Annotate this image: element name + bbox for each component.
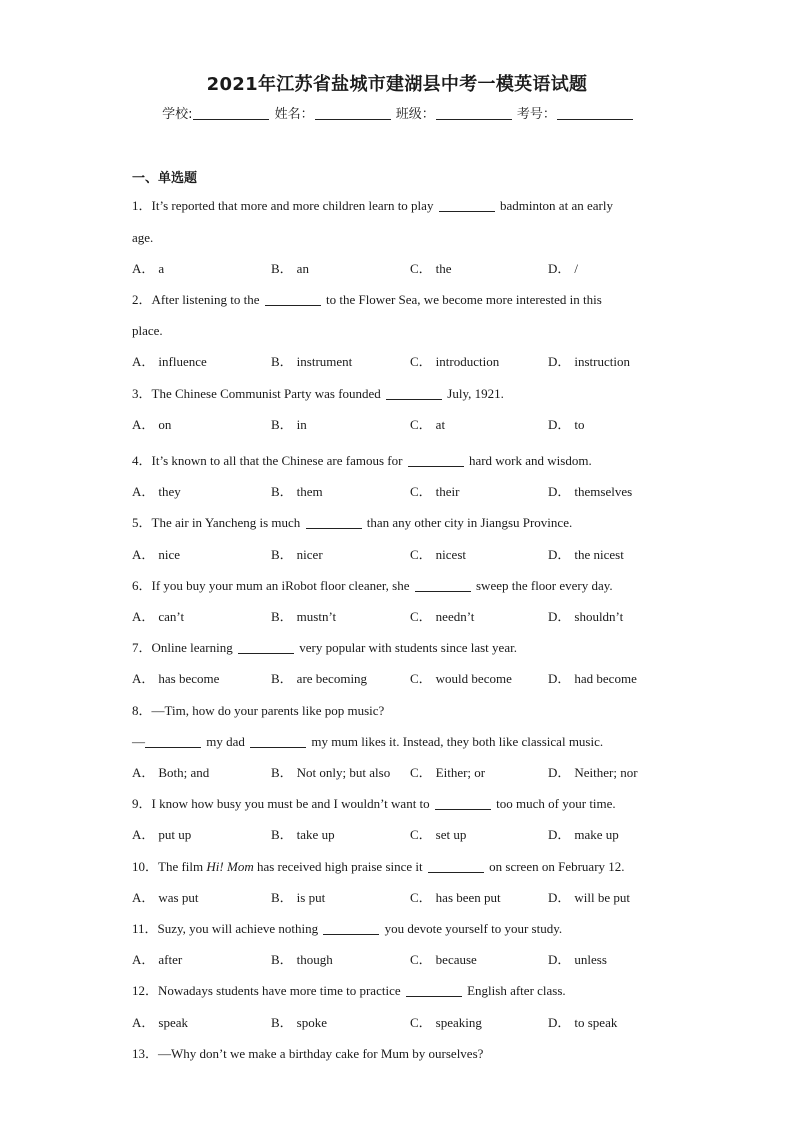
question-11 <box>132 921 672 937</box>
option-a[interactable] <box>132 547 180 563</box>
question-4 <box>132 453 672 469</box>
question-number: 13． <box>132 1046 159 1061</box>
answer-blank[interactable] <box>265 293 321 306</box>
class-blank[interactable] <box>436 107 512 120</box>
option-letter: C． <box>410 1015 432 1030</box>
option-letter: A． <box>132 671 155 686</box>
question-text: too much of your time. <box>496 796 616 811</box>
option-text: them <box>296 484 323 499</box>
question-text: you devote yourself to your study. <box>384 921 563 936</box>
option-text: they <box>158 484 181 499</box>
question-text: has received high praise since it <box>256 859 423 874</box>
option-text: the nicest <box>574 547 624 562</box>
option-text: are becoming <box>296 671 368 686</box>
option-letter: B． <box>271 484 293 499</box>
option-text: Neither; nor <box>574 765 638 780</box>
option-letter: D． <box>548 952 571 967</box>
option-letter: D． <box>548 417 571 432</box>
option-b[interactable] <box>271 609 336 625</box>
question-text: It’s known to all that the Chinese are famous for <box>151 453 403 468</box>
option-letter: C． <box>410 547 432 562</box>
section-heading: 一、单选题 <box>132 171 198 186</box>
option-d[interactable] <box>548 261 578 277</box>
option-letter: C． <box>410 417 432 432</box>
school-blank[interactable] <box>193 107 269 120</box>
option-text: to speak <box>574 1015 618 1030</box>
option-d[interactable] <box>548 354 630 370</box>
option-text: nicest <box>435 547 466 562</box>
option-letter: A． <box>132 1015 155 1030</box>
student-info-line <box>0 103 794 122</box>
option-text: an <box>296 261 309 276</box>
question-text: age. <box>132 230 154 245</box>
option-text: the <box>435 261 452 276</box>
question-number: 10． <box>132 859 159 874</box>
option-letter: C． <box>410 827 432 842</box>
option-letter: B． <box>271 354 293 369</box>
question-text: The Chinese Communist Party was founded <box>151 386 381 401</box>
option-text: Either; or <box>435 765 486 780</box>
question-9 <box>132 796 672 812</box>
option-c[interactable] <box>410 890 501 906</box>
question-1 <box>132 198 672 214</box>
option-text: has become <box>158 671 220 686</box>
question-text: After listening to the <box>151 292 260 307</box>
option-a[interactable] <box>132 417 171 433</box>
option-letter: A． <box>132 952 155 967</box>
option-text: Not only; but also <box>296 765 391 780</box>
option-a[interactable] <box>132 484 181 500</box>
option-text: would become <box>435 671 512 686</box>
option-c[interactable] <box>410 417 445 433</box>
question-text: sweep the floor every day. <box>476 578 613 593</box>
option-b[interactable] <box>271 952 333 968</box>
option-d[interactable] <box>548 484 632 500</box>
option-c[interactable] <box>410 484 460 500</box>
option-b[interactable] <box>271 1015 327 1031</box>
answer-blank[interactable] <box>238 641 294 654</box>
question-number: 9． <box>132 796 152 811</box>
option-d[interactable] <box>548 609 623 625</box>
option-c[interactable] <box>410 609 474 625</box>
question-text: — <box>132 734 145 749</box>
question-text: —Tim, how do your parents like pop music? <box>151 703 385 718</box>
option-c[interactable] <box>410 261 452 277</box>
option-letter: A． <box>132 765 155 780</box>
option-text: their <box>435 484 460 499</box>
question-number: 8． <box>132 703 152 718</box>
option-letter: D． <box>548 765 571 780</box>
question-text: If you buy your mum an iRobot floor cleaner, she <box>151 578 410 593</box>
option-letter: D． <box>548 547 571 562</box>
question-text: badminton at an early <box>499 198 613 213</box>
question-8-response <box>132 734 672 750</box>
question-6 <box>132 578 672 594</box>
question-number: 5． <box>132 515 152 530</box>
answer-blank[interactable] <box>435 797 491 810</box>
answer-blank[interactable] <box>415 579 471 592</box>
question-8 <box>132 703 672 719</box>
option-c[interactable] <box>410 952 477 968</box>
question-number: 3． <box>132 386 152 401</box>
option-c[interactable] <box>410 671 512 687</box>
option-text: will be put <box>574 890 630 905</box>
question-2 <box>132 292 672 308</box>
option-text: influence <box>158 354 207 369</box>
option-c[interactable] <box>410 1015 482 1031</box>
option-text: unless <box>574 952 607 967</box>
option-b[interactable] <box>271 417 307 433</box>
question-13 <box>132 1046 672 1062</box>
question-number: 12． <box>132 983 159 998</box>
question-text: The film <box>158 859 204 874</box>
option-d[interactable] <box>548 827 619 843</box>
option-text: though <box>296 952 333 967</box>
option-letter: C． <box>410 484 432 499</box>
option-letter: B． <box>271 1015 293 1030</box>
option-text: because <box>435 952 477 967</box>
name-blank[interactable] <box>315 107 391 120</box>
option-letter: C． <box>410 609 432 624</box>
question-7 <box>132 640 672 656</box>
question-text: Suzy, you will achieve nothing <box>157 921 319 936</box>
question-number: 6． <box>132 578 152 593</box>
option-letter: A． <box>132 417 155 432</box>
option-text: after <box>158 952 183 967</box>
option-letter: A． <box>132 484 155 499</box>
option-text: instruction <box>574 354 630 369</box>
option-c[interactable] <box>410 354 499 370</box>
option-d[interactable] <box>548 1015 617 1031</box>
option-text: instrument <box>296 354 353 369</box>
option-text: themselves <box>574 484 633 499</box>
question-text: my dad <box>206 734 245 749</box>
option-letter: D． <box>548 261 571 276</box>
option-d[interactable] <box>548 671 637 687</box>
question-text: I know how busy you must be and I wouldn’t want to <box>151 796 430 811</box>
question-number: 1． <box>132 198 152 213</box>
option-b[interactable] <box>271 671 367 687</box>
option-text: take up <box>296 827 335 842</box>
answer-blank[interactable] <box>428 860 484 873</box>
question-text: place. <box>132 323 163 338</box>
option-text: shouldn’t <box>574 609 624 624</box>
option-letter: C． <box>410 890 432 905</box>
question-number: 4． <box>132 453 152 468</box>
option-text: spoke <box>296 1015 328 1030</box>
option-letter: B． <box>271 765 293 780</box>
option-text: Both; and <box>158 765 210 780</box>
option-text: on <box>158 417 172 432</box>
question-number: 11． <box>132 921 158 936</box>
option-letter: D． <box>548 671 571 686</box>
question-3 <box>132 386 672 402</box>
option-d[interactable] <box>548 765 638 781</box>
option-letter: A． <box>132 354 155 369</box>
option-letter: B． <box>271 671 293 686</box>
option-letter: B． <box>271 609 293 624</box>
option-d[interactable] <box>548 417 585 433</box>
option-b[interactable] <box>271 354 352 370</box>
question-text: than any other city in Jiangsu Province. <box>366 515 573 530</box>
film-title: Hi! Mom <box>206 859 254 874</box>
option-text: speaking <box>435 1015 482 1030</box>
option-text: make up <box>574 827 619 842</box>
option-letter: D． <box>548 827 571 842</box>
option-b[interactable] <box>271 827 335 843</box>
option-letter: A． <box>132 261 155 276</box>
question-5 <box>132 515 672 531</box>
option-text: introduction <box>435 354 500 369</box>
option-text: is put <box>296 890 326 905</box>
exam-number-label: 考号： <box>516 107 556 122</box>
option-c[interactable] <box>410 827 466 843</box>
answer-blank[interactable] <box>386 387 442 400</box>
option-d[interactable] <box>548 952 607 968</box>
school-label: 学校: <box>162 107 193 122</box>
option-text: was put <box>158 890 199 905</box>
option-letter: B． <box>271 417 293 432</box>
option-letter: B． <box>271 890 293 905</box>
option-b[interactable] <box>271 547 323 563</box>
question-number: 7． <box>132 640 152 655</box>
option-text: has been put <box>435 890 501 905</box>
class-label: 班级： <box>395 107 435 122</box>
option-letter: A． <box>132 609 155 624</box>
option-letter: C． <box>410 671 432 686</box>
question-text: English after class. <box>467 983 566 998</box>
option-b[interactable] <box>271 765 390 781</box>
option-letter: C． <box>410 261 432 276</box>
option-a[interactable] <box>132 671 219 687</box>
option-b[interactable] <box>271 261 309 277</box>
option-a[interactable] <box>132 609 184 625</box>
option-text: nicer <box>296 547 323 562</box>
question-text: The air in Yancheng is much <box>151 515 301 530</box>
option-text: a <box>158 261 165 276</box>
option-text: needn’t <box>435 609 475 624</box>
question-text: to the Flower Sea, we become more interested in this <box>325 292 602 307</box>
option-text: in <box>296 417 307 432</box>
option-a[interactable] <box>132 890 198 906</box>
answer-blank[interactable] <box>406 984 462 997</box>
option-letter: D． <box>548 1015 571 1030</box>
answer-blank[interactable] <box>439 199 495 212</box>
option-letter: C． <box>410 952 432 967</box>
answer-blank[interactable] <box>250 735 306 748</box>
page-title: 2021年江苏省盐城市建湖县中考一模英语试题 <box>206 74 588 95</box>
option-letter: A． <box>132 827 155 842</box>
question-1-continuation <box>132 230 672 246</box>
option-text: nice <box>158 547 181 562</box>
option-b[interactable] <box>271 890 325 906</box>
option-letter: A． <box>132 890 155 905</box>
option-letter: C． <box>410 765 432 780</box>
question-10 <box>132 859 672 875</box>
option-d[interactable] <box>548 547 624 563</box>
question-text: It’s reported that more and more children learn to play <box>151 198 434 213</box>
question-text: Nowadays students have more time to practice <box>158 983 401 998</box>
option-letter: D． <box>548 609 571 624</box>
option-letter: B． <box>271 261 293 276</box>
option-a[interactable] <box>132 765 209 781</box>
option-letter: C． <box>410 354 432 369</box>
question-text: hard work and wisdom. <box>468 453 592 468</box>
option-letter: B． <box>271 952 293 967</box>
option-letter: D． <box>548 484 571 499</box>
name-label: 姓名： <box>274 107 314 122</box>
option-c[interactable] <box>410 765 485 781</box>
answer-blank[interactable] <box>145 735 201 748</box>
option-a[interactable] <box>132 952 182 968</box>
question-text: —Why don’t we make a birthday cake for Mum by ourselves? <box>158 1046 484 1061</box>
option-letter: A． <box>132 547 155 562</box>
option-text: at <box>435 417 446 432</box>
question-text: on screen on February 12. <box>489 859 625 874</box>
option-text: had become <box>574 671 637 686</box>
option-text: put up <box>158 827 192 842</box>
option-text: to <box>574 417 585 432</box>
question-text: Online learning <box>151 640 233 655</box>
option-letter: D． <box>548 890 571 905</box>
answer-blank[interactable] <box>323 922 379 935</box>
option-a[interactable] <box>132 261 164 277</box>
question-text: very popular with students since last year. <box>299 640 517 655</box>
option-letter: B． <box>271 547 293 562</box>
question-text: July, 1921. <box>447 386 504 401</box>
exam-number-blank[interactable] <box>557 107 633 120</box>
option-b[interactable] <box>271 484 323 500</box>
option-text: / <box>574 261 579 276</box>
option-letter: D． <box>548 354 571 369</box>
option-letter: B． <box>271 827 293 842</box>
question-text: my mum likes it. Instead, they both like classical music. <box>311 734 604 749</box>
option-text: can’t <box>158 609 185 624</box>
question-number: 2． <box>132 292 152 307</box>
question-2-continuation <box>132 323 672 339</box>
answer-blank[interactable] <box>306 516 362 529</box>
option-text: set up <box>435 827 467 842</box>
option-c[interactable] <box>410 547 466 563</box>
question-12 <box>132 983 672 999</box>
option-text: speak <box>158 1015 188 1030</box>
option-d[interactable] <box>548 890 630 906</box>
option-a[interactable] <box>132 1015 188 1031</box>
option-text: mustn’t <box>296 609 337 624</box>
option-a[interactable] <box>132 827 191 843</box>
answer-blank[interactable] <box>408 454 464 467</box>
option-a[interactable] <box>132 354 207 370</box>
